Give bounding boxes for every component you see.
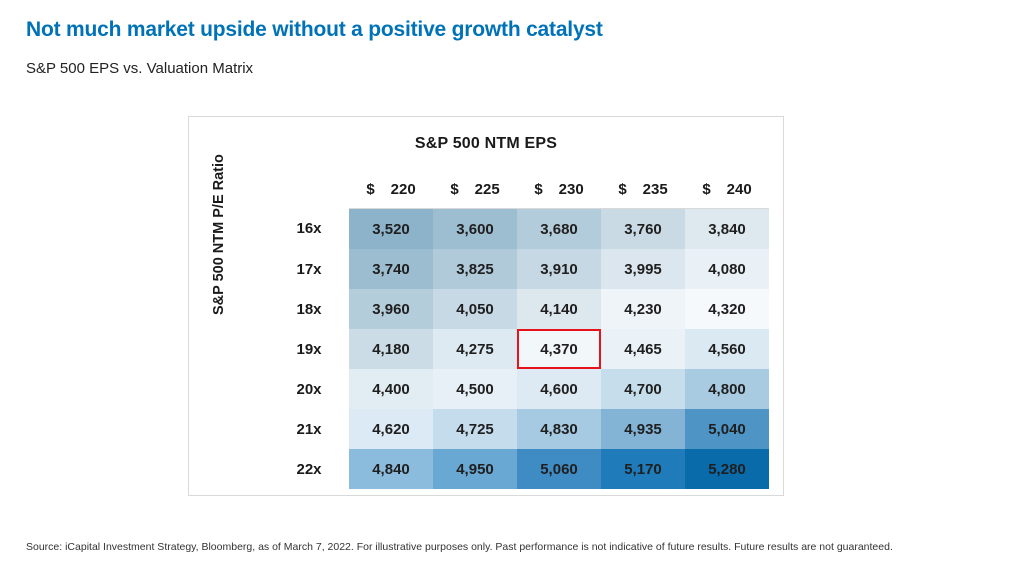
cell-20x-230: 4,600 (517, 369, 601, 409)
cell-17x-230: 3,910 (517, 249, 601, 289)
currency-symbol: $ (450, 180, 459, 198)
table-row (269, 409, 769, 449)
row-header-16x: 16x (269, 209, 349, 250)
corner-cell (269, 170, 349, 209)
cell-22x-240: 5,280 (685, 449, 769, 489)
table-row (269, 329, 769, 369)
row-header-17x: 17x (269, 249, 349, 289)
cell-19x-220: 4,180 (349, 329, 433, 369)
column-header-value: 235 (642, 180, 668, 198)
column-header-220 (349, 170, 433, 209)
cell-18x-230: 4,140 (517, 289, 601, 329)
cell-16x-220: 3,520 (349, 209, 433, 250)
cell-19x-230-highlighted: 4,370 (517, 329, 601, 369)
row-header-18x: 18x (269, 289, 349, 329)
column-header-235 (601, 170, 685, 209)
column-header-225 (433, 170, 517, 209)
cell-17x-225: 3,825 (433, 249, 517, 289)
cell-20x-220: 4,400 (349, 369, 433, 409)
cell-16x-225: 3,600 (433, 209, 517, 250)
cell-22x-235: 5,170 (601, 449, 685, 489)
valuation-matrix-table (269, 170, 769, 489)
table-row (269, 209, 769, 250)
cell-21x-240: 5,040 (685, 409, 769, 449)
column-header-240 (685, 170, 769, 209)
cell-18x-220: 3,960 (349, 289, 433, 329)
column-header-value: 230 (558, 180, 584, 198)
currency-symbol: $ (702, 180, 711, 198)
table-header-row (269, 170, 769, 209)
row-header-20x: 20x (269, 369, 349, 409)
cell-19x-225: 4,275 (433, 329, 517, 369)
cell-20x-225: 4,500 (433, 369, 517, 409)
table-row (269, 289, 769, 329)
cell-18x-235: 4,230 (601, 289, 685, 329)
table-row (269, 449, 769, 489)
cell-18x-240: 4,320 (685, 289, 769, 329)
cell-20x-240: 4,800 (685, 369, 769, 409)
column-header-value: 220 (390, 180, 416, 198)
cell-21x-220: 4,620 (349, 409, 433, 449)
row-header-22x: 22x (269, 449, 349, 489)
currency-symbol: $ (618, 180, 627, 198)
cell-16x-230: 3,680 (517, 209, 601, 250)
cell-17x-240: 4,080 (685, 249, 769, 289)
cell-19x-240: 4,560 (685, 329, 769, 369)
cell-16x-235: 3,760 (601, 209, 685, 250)
column-header-value: 225 (474, 180, 500, 198)
cell-18x-225: 4,050 (433, 289, 517, 329)
cell-22x-230: 5,060 (517, 449, 601, 489)
page-title: Not much market upside without a positive growth catalyst (26, 18, 603, 41)
column-header-value: 240 (726, 180, 752, 198)
cell-22x-225: 4,950 (433, 449, 517, 489)
cell-17x-235: 3,995 (601, 249, 685, 289)
valuation-matrix-panel (188, 116, 784, 496)
table-row (269, 369, 769, 409)
cell-19x-235: 4,465 (601, 329, 685, 369)
matrix-title: S&P 500 NTM EPS (414, 135, 558, 152)
row-header-19x: 19x (269, 329, 349, 369)
table-row (269, 249, 769, 289)
cell-21x-230: 4,830 (517, 409, 601, 449)
currency-symbol: $ (534, 180, 543, 198)
cell-17x-220: 3,740 (349, 249, 433, 289)
cell-21x-225: 4,725 (433, 409, 517, 449)
cell-21x-235: 4,935 (601, 409, 685, 449)
cell-16x-240: 3,840 (685, 209, 769, 250)
column-header-230 (517, 170, 601, 209)
y-axis-label: S&P 500 NTM P/E Ratio (211, 154, 227, 315)
source-note: Source: iCapital Investment Strategy, Bloomberg, as of March 7, 2022. For illustrative purposes only. Past performance is not indicative of future results. Future results are not guaranteed. (26, 541, 893, 553)
cell-20x-235: 4,700 (601, 369, 685, 409)
cell-22x-220: 4,840 (349, 449, 433, 489)
page-subtitle: S&P 500 EPS vs. Valuation Matrix (26, 60, 254, 77)
currency-symbol: $ (366, 180, 375, 198)
row-header-21x: 21x (269, 409, 349, 449)
